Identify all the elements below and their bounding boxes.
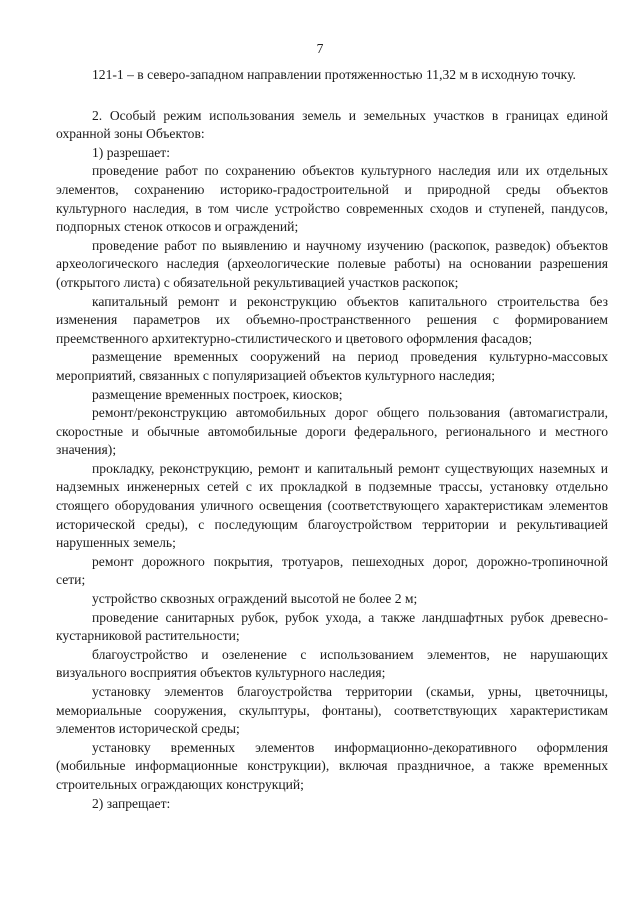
paragraph-spacer — [56, 85, 608, 107]
permit-item: проведение работ по выявлению и научному изучению (раскопок, разведок) объектов археологического наследия (археологические полевые работы) на основании разрешения (открытого листа) с обязательной рекультивацией участков раскопок; — [56, 237, 608, 290]
permit-item: прокладку, реконструкцию, ремонт и капитальный ремонт существующих наземных и надземных инженерных сетей с их прокладкой в подземные трассы, установку отдельно стоящего оборудования уличного освещения (соответствующего характеристикам элементов исторической среды), с последующим благоустройством территории и рекультивацией нарушенных земель; — [56, 460, 608, 551]
permit-item: устройство сквозных ограждений высотой не более 2 м; — [92, 591, 418, 607]
permits-label: 1) разрешает: — [92, 144, 171, 160]
permit-item: ремонт дорожного покрытия, тротуаров, пешеходных дорог, дорожно-тропиночной сети; — [56, 553, 608, 588]
prohibits-label: 2) запрещает: — [92, 795, 171, 811]
document-body — [56, 66, 608, 813]
permit-item: размещение временных сооружений на период проведения культурно-массовых мероприятий, связанных с популяризацией объектов культурного наследия; — [56, 349, 608, 383]
permit-item: проведение работ по сохранению объектов культурного наследия или их отдельных элементов, сохранению историко-градостроительной и природной среды объектов культурного наследия, в том числе устройство современных сходов и ступеней, пандусов, подпорных стенок откосов и ограждений; — [56, 163, 608, 235]
section-heading: 2. Особый режим использования земель и земельных участков в границах единой охранной зоны Объектов: — [56, 107, 608, 142]
intro-paragraph: 121-1 – в северо-западном направлении протяженностью 11,32 м в исходную точку. — [92, 67, 576, 82]
permit-item: установку временных элементов информационно-декоративного оформления (мобильные информационные конструкции), включая праздничное, а также временных строительных ограждающих конструкций; — [56, 739, 608, 792]
permit-item: проведение санитарных рубок, рубок ухода, а также ландшафтных рубок древесно-кустарниковой растительности; — [56, 609, 608, 644]
permit-item: капитальный ремонт и реконструкцию объектов капитального строительства без изменения параметров их объемно-пространственного решения с формированием преемственного архитектурно-стилистического и цветового оформления фасадов; — [56, 293, 608, 346]
permit-item: размещение временных построек, киосков; — [92, 386, 343, 402]
page-number: 7 — [316, 41, 324, 56]
permit-item: ремонт/реконструкцию автомобильных дорог общего пользования (автомагистрали, скоростные и обычные автомобильные дороги федерального, регионального и местного значения); — [56, 405, 608, 458]
permit-item: установку элементов благоустройства территории (скамьи, урны, цветочницы, мемориальные сооружения, скульптуры, фонтаны), соответствующих характеристикам элементов исторической среды; — [56, 684, 608, 737]
permit-item: благоустройство и озеленение с использованием элементов, не нарушающих визуального восприятия объектов культурного наследия; — [56, 646, 608, 681]
